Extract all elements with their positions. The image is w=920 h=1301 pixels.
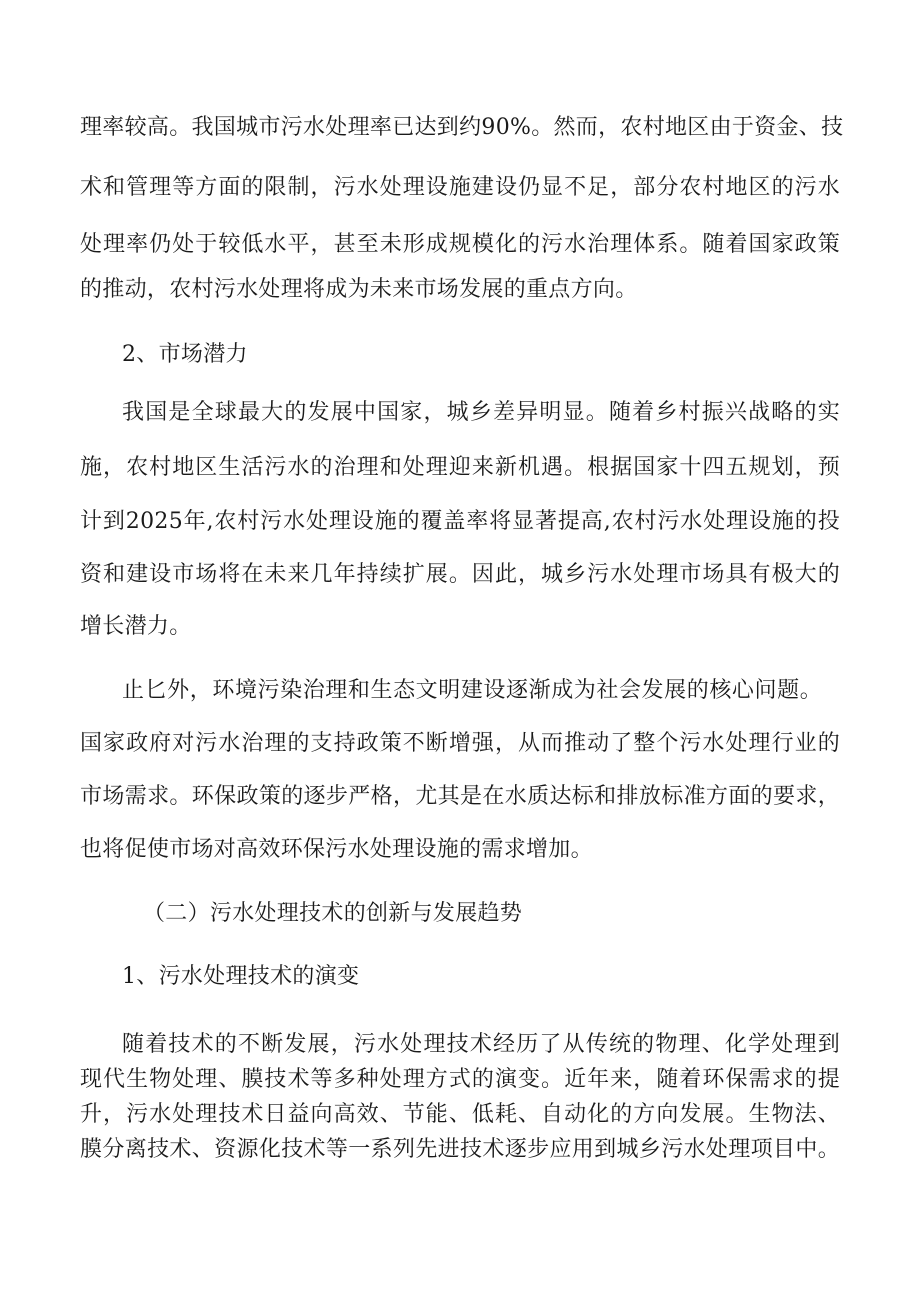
paragraph-line: 市场需求。环保政策的逐步严格，尤其是在水质达标和排放标准方面的要求， — [80, 784, 840, 809]
paragraph-line: 升，污水处理技术日益向高效、节能、低耗、自动化的方向发展。生物法、 — [80, 1102, 840, 1127]
paragraph-line: 施，农村地区生活污水的治理和处理迎来新机遇。根据国家十四五规划，预 — [80, 455, 840, 480]
paragraph-line: 也将促使市场对高效环保污水处理设施的需求增加。 — [80, 837, 593, 862]
paragraph-line: 术和管理等方面的限制，污水处理设施建设仍显不足，部分农村地区的污水 — [80, 175, 840, 200]
paragraph-line: 理率较高。我国城市污水处理率已达到约90%。然而，农村地区由于资金、技 — [80, 115, 844, 140]
paragraph-line: 资和建设市场将在未来几年持续扩展。因此，城乡污水处理市场具有极大的 — [80, 562, 840, 587]
paragraph-line: 处理率仍处于较低水平，甚至未形成规模化的污水治理体系。随着国家政策 — [80, 232, 840, 257]
paragraph-line: 增长潜力。 — [80, 614, 192, 639]
section-heading: （二）污水处理技术的创新与发展趋势 — [143, 901, 523, 926]
paragraph-line: 计到2025年,农村污水处理设施的覆盖率将显著提高,农村污水处理设施的投 — [80, 509, 840, 534]
paragraph-line: 止匕外，环境污染治理和生态文明建设逐渐成为社会发展的核心问题。 — [122, 678, 822, 703]
paragraph-line: 随着技术的不断发展，污水处理技术经历了从传统的物理、化学处理到 — [122, 1032, 840, 1057]
paragraph-line: 国家政府对污水治理的支持政策不断增强，从而推动了整个污水处理行业的 — [80, 731, 840, 756]
paragraph-line: 现代生物处理、膜技术等多种处理方式的演变。近年来，随着环保需求的提 — [80, 1067, 840, 1092]
paragraph-line: 我国是全球最大的发展中国家，城乡差异明显。随着乡村振兴战略的实 — [122, 400, 840, 425]
paragraph-line: 的推动，农村污水处理将成为未来市场发展的重点方向。 — [80, 277, 638, 302]
paragraph-line: 膜分离技术、资源化技术等一系列先进技术逐步应用到城乡污水处理项目中。 — [80, 1137, 840, 1162]
subheading-tech-evolution: 1、污水处理技术的演变 — [122, 964, 360, 989]
subheading-market-potential: 2、市场潜力 — [122, 342, 248, 367]
